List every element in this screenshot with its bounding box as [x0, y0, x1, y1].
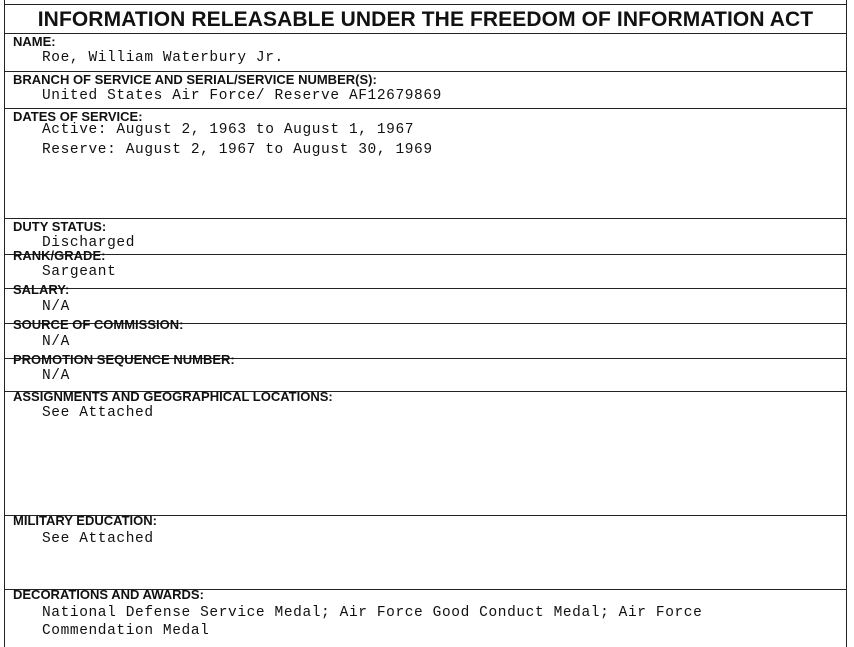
duty-status-value: Discharged	[42, 235, 136, 251]
branch-label: BRANCH OF SERVICE AND SERIAL/SERVICE NUMBER(S):	[13, 72, 377, 87]
salary-label: SALARY:	[13, 282, 70, 297]
duty-status-label: DUTY STATUS:	[13, 219, 107, 234]
salary-value: N/A	[42, 299, 70, 315]
education-value: See Attached	[42, 531, 154, 547]
promotion-label: PROMOTION SEQUENCE NUMBER:	[13, 352, 235, 367]
form-title: INFORMATION RELEASABLE UNDER THE FREEDOM OF INFORMATION ACT	[5, 4, 846, 34]
education-label: MILITARY EDUCATION:	[13, 513, 157, 528]
name-label: NAME:	[13, 34, 56, 49]
rank-label: RANK/GRADE:	[13, 248, 106, 263]
field-duty-status	[5, 219, 846, 255]
decorations-line-1: National Defense Service Medal; Air Force Good Conduct Medal; Air Force	[42, 605, 703, 621]
field-promotion-sequence	[5, 352, 846, 392]
commission-label: SOURCE OF COMMISSION:	[13, 317, 184, 332]
field-name	[5, 34, 846, 72]
field-military-education	[5, 513, 846, 590]
foia-form	[4, 0, 847, 647]
decorations-label: DECORATIONS AND AWARDS:	[13, 587, 204, 602]
dates-reserve-line: Reserve: August 2, 1967 to August 30, 1969	[42, 142, 433, 158]
rank-value: Sargeant	[42, 264, 117, 280]
promotion-value: N/A	[42, 368, 70, 384]
field-decorations	[5, 587, 846, 647]
field-rank-grade	[5, 248, 846, 289]
assignments-value: See Attached	[42, 405, 154, 421]
field-dates-of-service	[5, 109, 846, 219]
field-branch	[5, 72, 846, 109]
name-value: Roe, William Waterbury Jr.	[42, 50, 284, 66]
decorations-line-2: Commendation Medal	[42, 623, 210, 639]
dates-active-line: Active: August 2, 1963 to August 1, 1967	[42, 122, 415, 138]
commission-value: N/A	[42, 334, 70, 350]
branch-value: United States Air Force/ Reserve AF12679869	[42, 88, 442, 104]
assignments-label: ASSIGNMENTS AND GEOGRAPHICAL LOCATIONS:	[13, 389, 333, 404]
field-assignments	[5, 389, 846, 516]
dates-label: DATES OF SERVICE:	[13, 109, 143, 124]
